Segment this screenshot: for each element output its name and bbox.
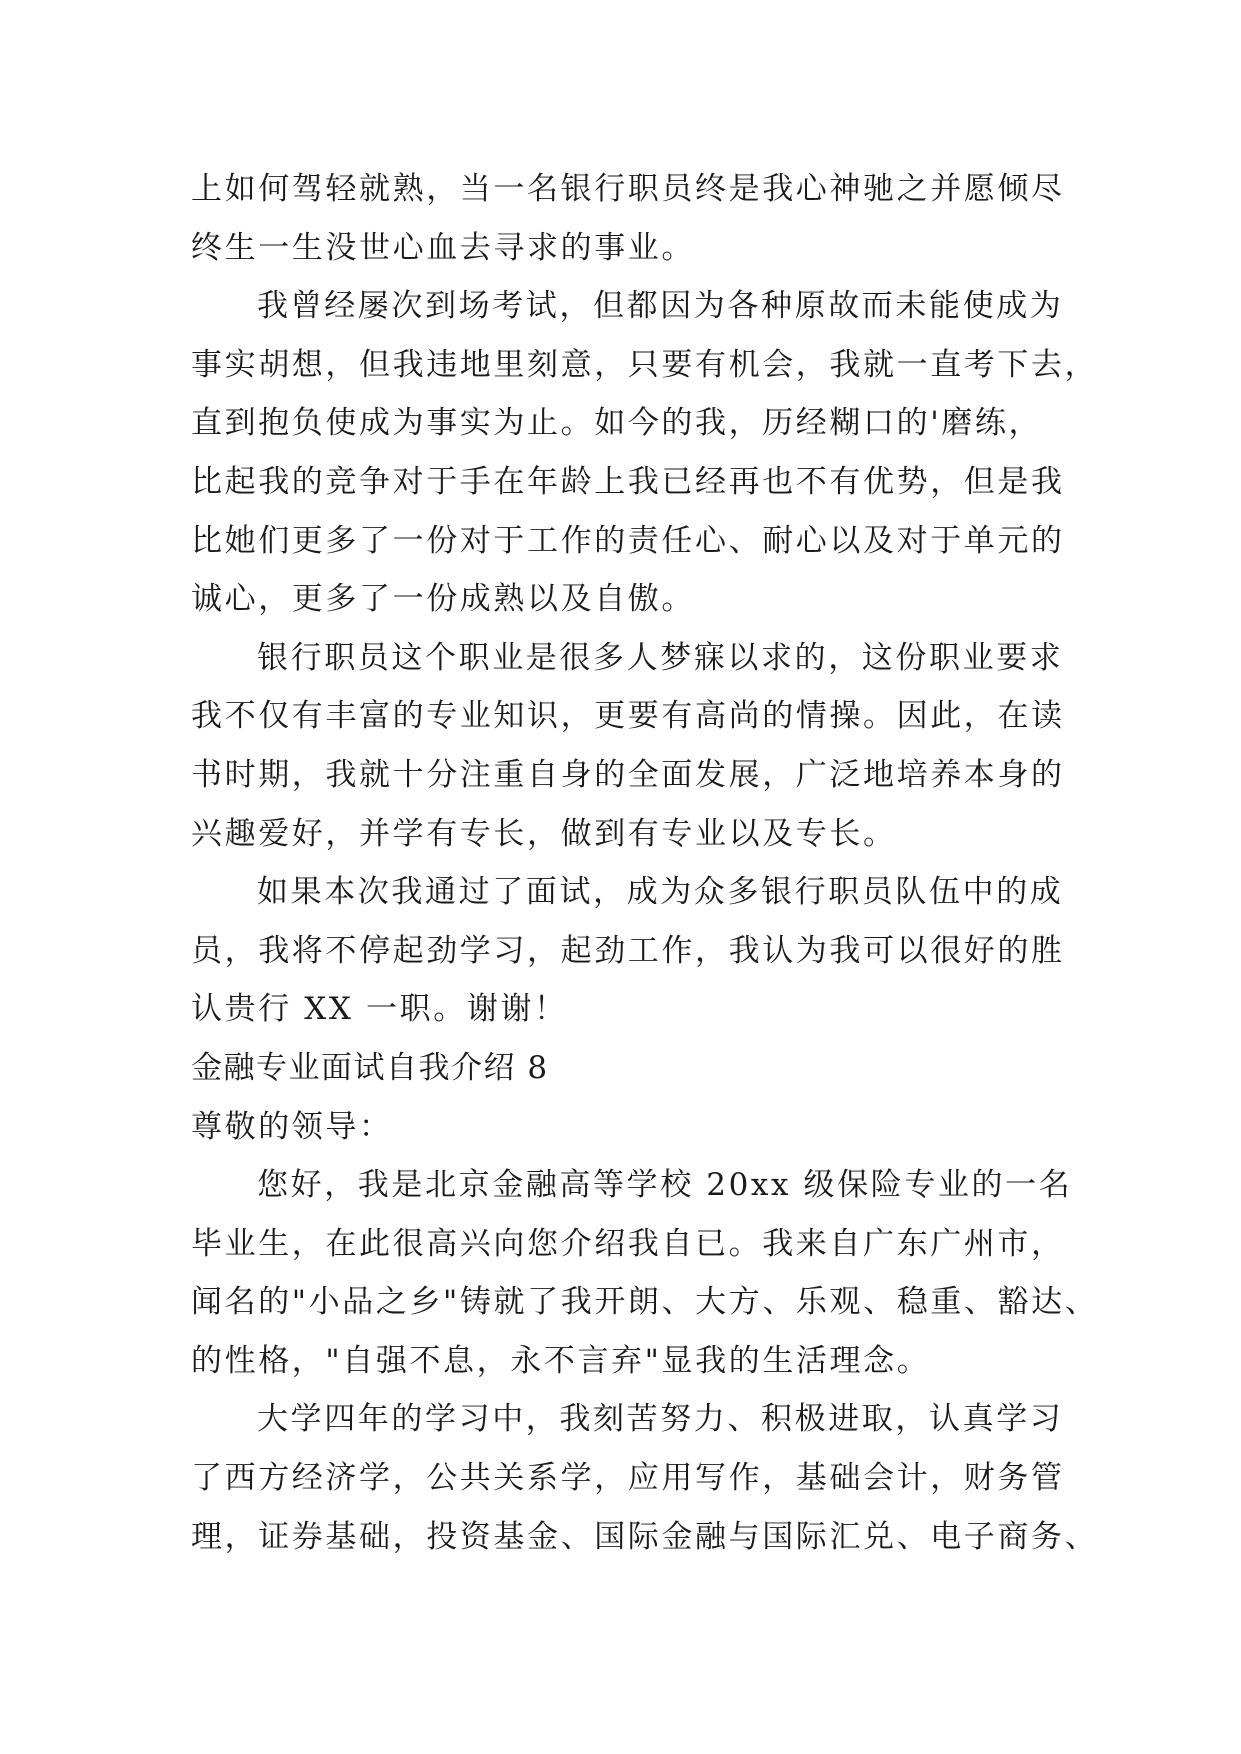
text-line: 闻名的"小品之乡"铸就了我开朗、大方、乐观、稳重、豁达、 (191, 1284, 1099, 1321)
text-line: 诚心，更多了一份成熟以及自傲。 (191, 581, 695, 618)
text-line: 书时期，我就十分注重自身的全面发展，广泛地培养本身的 (191, 756, 1065, 793)
section-heading: 金融专业面试自我介绍 8 (191, 1049, 549, 1086)
text-line: 毕业生，在此很高兴向您介绍我自已。我来自广东广州市， (191, 1225, 1065, 1262)
paragraph-start-line: 您好，我是北京金融高等学校 20xx 级保险专业的一名 (257, 1167, 1073, 1204)
paragraph-start-line: 银行职员这个职业是很多人梦寐以求的，这份职业要求 (257, 639, 1064, 676)
text-line: 认贵行 XX 一职。谢谢！ (191, 991, 568, 1028)
text-line: 直到抱负使成为事实为止。如今的我，历经糊口的'磨练， (191, 405, 1043, 442)
document-body (191, 160, 1099, 1566)
text-line: 终生一生没世心血去寻求的事业。 (191, 229, 695, 266)
salutation-line: 尊敬的领导： (191, 1108, 393, 1145)
text-line: 兴趣爱好，并学有专长，做到有专业以及专长。 (191, 815, 897, 852)
text-line: 了西方经济学，公共关系学，应用写作，基础会计，财务管 (191, 1460, 1065, 1497)
text-line: 比起我的竞争对于手在年龄上我已经再也不有优势，但是我 (191, 463, 1065, 500)
text-line: 上如何驾轻就熟，当一名银行职员终是我心神驰之并愿倾尽 (191, 171, 1065, 207)
text-line: 事实胡想，但我违地里刻意，只要有机会，我就一直考下去， (191, 346, 1099, 383)
text-line: 的性格，"自强不息，永不言弃"显我的生活理念。 (191, 1342, 931, 1379)
paragraph-start-line: 大学四年的学习中，我刻苦努力、积极进取，认真学习 (257, 1401, 1064, 1438)
text-line: 我不仅有丰富的专业知识，更要有高尚的情操。因此，在读 (191, 698, 1065, 735)
text-line: 员，我将不停起劲学习，起劲工作，我认为我可以很好的胜 (191, 932, 1065, 969)
paragraph-start-line: 如果本次我通过了面试，成为众多银行职员队伍中的成 (257, 874, 1064, 911)
text-line: 比她们更多了一份对于工作的责任心、耐心以及对于单元的 (191, 522, 1065, 559)
paragraph-start-line: 我曾经屡次到场考试，但都因为各种原故而未能使成为 (257, 288, 1064, 325)
text-line: 理，证券基础，投资基金、国际金融与国际汇兑、电子商务、 (191, 1518, 1099, 1555)
